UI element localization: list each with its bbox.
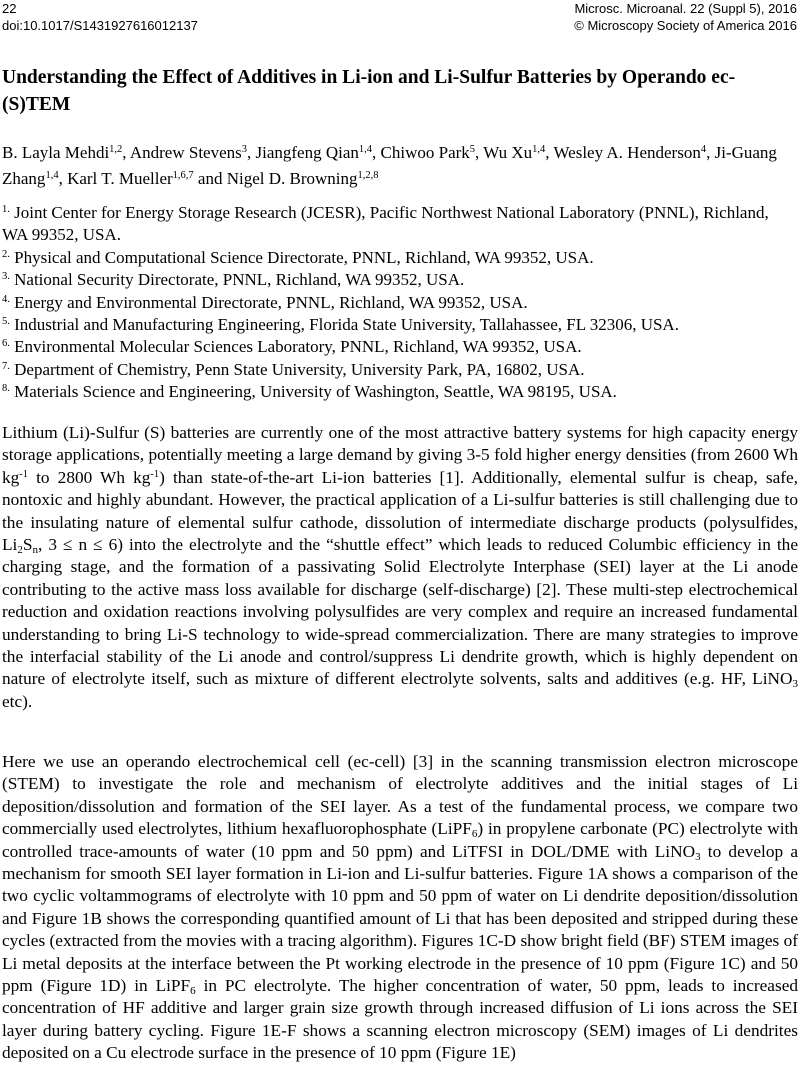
affiliation-text: Physical and Computational Science Directorate, PNNL, Richland, WA 99352, USA. [14,247,594,267]
subscript: 2 [17,544,23,557]
affiliation-number: 3. [2,271,10,283]
copyright: © Microscopy Society of America 2016 [574,18,797,33]
affiliation-number: 4. [2,293,10,305]
affiliation [2,336,798,358]
author: Chiwoo Park [380,143,470,162]
affiliation [2,292,798,314]
text-run: Lithium (Li)-Sulfur (S) batteries are currently one of the most attractive battery systems for high capacity energy storage applications, potentially meeting a large demand by giving 3-5 fold higher energy densities (from 2600 Wh kg [2,423,798,487]
text-run: etc). [2,691,33,711]
affiliation-text: Materials Science and Engineering, University of Washington, Seattle, WA 98195, USA. [14,382,617,402]
author-affiliation: 1,4 [358,144,373,155]
affiliation [2,247,798,269]
author-affiliation: 3 [241,144,248,155]
text-run: to 2800 Wh kg [28,467,151,487]
subscript: 6 [190,985,196,998]
affiliation-number: 7. [2,360,10,372]
text-run: ) in propylene carbonate (PC) electrolyte with controlled trace-amounts of water (10 ppm and 50 ppm) and LiTFSI in DOL/DME with LiNO [2,819,798,861]
body-paragraph-2 [2,751,798,1065]
author: Ji-Guang Zhang [2,143,777,188]
body-paragraph-1 [2,422,798,713]
affiliation-text: Department of Chemistry, Penn State University, University Park, PA, 16802, USA. [14,359,585,379]
paper-title: Understanding the Effect of Additives in Li-ion and Li-Sulfur Batteries by Operando ec- (S)TEM [2,67,736,115]
doi: doi:10.1017/S1431927616012137 [2,18,198,33]
affiliation-list [2,202,798,404]
affiliation-number: 2. [2,248,10,260]
affiliation [2,269,798,291]
author-affiliation: 4 [700,144,707,155]
journal-citation: Microsc. Microanal. 22 (Suppl 5), 2016 [574,1,797,16]
author: Andrew Stevens [129,143,242,162]
author: Wesley A. Henderson [553,143,701,162]
affiliation-number: 8. [2,383,10,395]
subscript: 3 [792,678,798,691]
superscript: -1 [19,468,29,480]
subscript: 6 [471,828,478,841]
author: Jiangfeng Qian [255,143,359,162]
affiliation-text: Energy and Environmental Directorate, PNNL, Richland, WA 99352, USA. [14,292,528,312]
affiliation-number: 1. [2,204,10,215]
author-affiliation: 1,2,8 [357,170,379,181]
text-run: to develop a mechanism for smooth SEI layer formation in Li-ion and Li-sulfur batteries. Figure 1A shows a comparison of the two cyclic voltammograms of electrolyte with 10 ppm and 50 ppm of water on Li dendrite deposition/dissolution and Figure 1B shows the corresponding quantified amount of Li that has been deposited and stripped during these cycles (extracted from the movies with a tracing algorithm). Figures 1C-D show bright field (BF) STEM images of Li metal deposits at the interface between the Pt working electrode in the presence of 10 ppm (Figure 1C) and 50 ppm (Figure 1D) in LiPF [2,841,799,996]
author: Nigel D. Browning [226,169,358,188]
author-list: B. Layla Mehdi$^{1,2}$, Andrew Stevens$^3$, Jiangfeng Qian$^{1,4}$, Chiwoo Park$^5$, Wu Xu$^{1,4}$, Wesley A. Henderson$^4$, Ji-Guang Zhang$^{1,4}$, Karl T. Mueller$^{1,6,7}$ and Nigel D. Browning$^{1,2,8}$ [2,143,777,188]
author-affiliation: 1,2 [109,144,123,155]
text-run: , 3 ≤ n ≤ 6) into the electrolyte and the “shuttle effect” which leads to reduced Columbic efficiency in the charging stage, and the formation of a passivating Solid Electrolyte Interphase (SEI) layer at the Li anode contributing to the active mass loss available for discharge (self-discharge) [2]. These multi-step electrochemical reduction and oxidation reactions involving polysulfides are very complex and require an increased fundamental understanding to bring Li-S technology to wide-spread commercialization. There are many strategies to improve the interfacial stability of the Li anode and control/suppress Li dendrite growth, which is highly dependent on nature of electrolyte itself, such as mixture of different electrolyte solvents, salts and additives (e.g. HF, LiNO [2,535,798,689]
text-run: Here we use an operando electrochemical cell (ec-cell) [3] in the scanning transmission electron microscope (STEM) to investigate the role and mechanism of electrolyte additives and the initial stages of Li deposition/dissolution and formation of the SEI layer. As a test of the fundamental process, we compare two commercially used electrolytes, lithium hexafluorophosphate (LiPF [2,752,798,839]
affiliation-text: Environmental Molecular Sciences Laboratory, PNNL, Richland, WA 99352, USA. [14,337,582,357]
affiliation-text: Industrial and Manufacturing Engineering, Florida State University, Tallahassee, FL 32306, USA. [14,315,679,335]
affiliation [2,202,798,247]
page-number: 22 [2,1,17,16]
text-run: S [22,535,33,555]
text-run: ) than state-of-the-art Li-ion batteries [1]. Additionally, elemental sulfur is cheap, safe, nontoxic and highly abundant. However, the practical application of a Li-sulfur batteries is still challenging due to the insulating nature of elemental sulfur cathode, dissolution of intermediate discharge products (polysulfides, Li [2,467,798,555]
author-affiliation: 5 [469,144,476,155]
affiliation-number: 6. [2,338,10,350]
subscript: 3 [695,850,701,863]
affiliation [2,314,798,336]
author-affiliation: 1,4 [532,144,546,155]
author-affiliation: 1,6,7 [172,170,194,181]
affiliation-number: 5. [2,316,10,328]
author-affiliation: 1,4 [45,170,59,181]
superscript: -1 [150,468,160,480]
affiliation [2,359,798,381]
subscript: n [32,544,38,557]
author: B. Layla Mehdi [2,143,110,162]
author: Karl T. Mueller [67,169,173,188]
affiliation [2,381,798,403]
affiliation-text: National Security Directorate, PNNL, Richland, WA 99352, USA. [14,270,465,290]
author: Wu Xu [483,143,533,162]
text-run: in PC electrolyte. The higher concentration of water, 50 ppm, leads to increased concentration of HF additive and larger grain size growth through increased diffusion of Li ions across the SEI layer during battery cycling. Figure 1E-F shows a scanning electron microscopy (SEM) images of Li dendrites deposited on a Cu electrode surface in the presence of 10 ppm (Figure 1E) [2,976,799,1063]
affiliation-text: Joint Center for Energy Storage Research (JCESR), Pacific Northwest National Laboratory (PNNL), Richland, WA 99352, USA. [2,203,769,245]
